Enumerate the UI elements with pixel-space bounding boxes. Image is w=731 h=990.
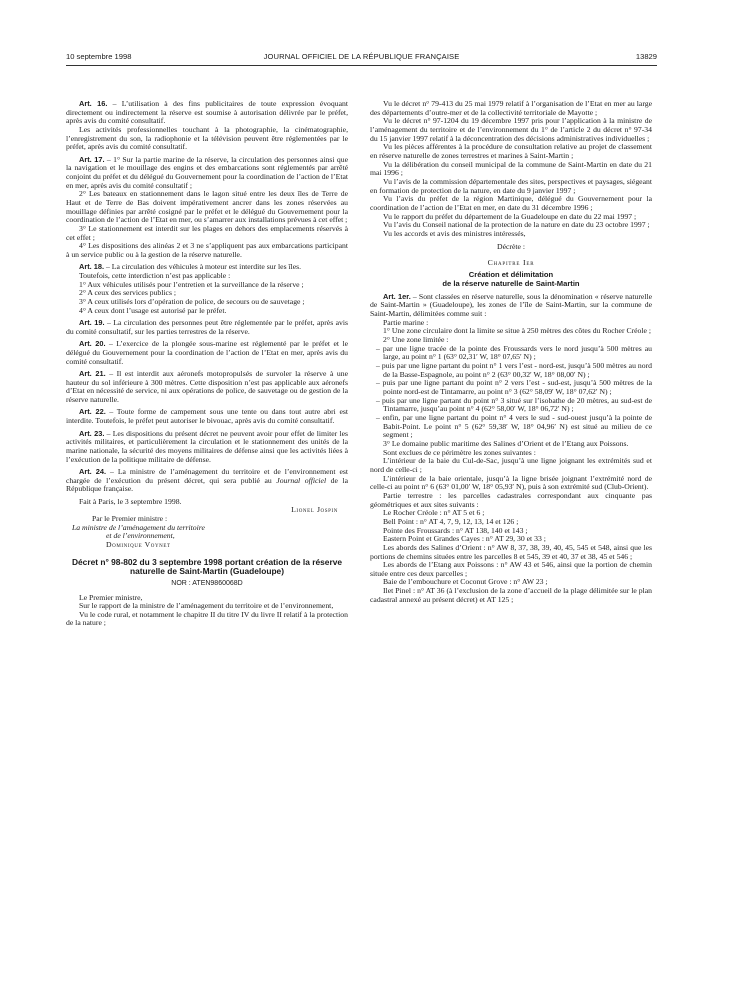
- decret-title: Décret n° 98-802 du 3 septembre 1998 portant création de la réserve naturelle de Saint-Martin (Guadeloupe): [71, 556, 343, 577]
- list-item: 1° Une zone circulaire dont la limite se situe à 250 mètres des côtes du Rocher Créole ;: [383, 326, 651, 336]
- signature-prime-minister: Lionel Jospin: [291, 505, 338, 515]
- par-le-premier-ministre: Par le Premier ministre :: [92, 514, 168, 524]
- article-23-label: Art. 23.: [79, 428, 105, 438]
- list-item: 2° Une zone limitée :: [383, 335, 449, 345]
- vu-item: Vu le décret n° 79-413 du 25 mai 1979 relatif à l’organisation de l’Etat en mer au large des départements d’outre-mer et de la collectivité territoriale de Mayotte ;: [370, 99, 652, 117]
- article-24-label: Art. 24.: [79, 466, 107, 476]
- article-19: [66, 319, 348, 336]
- article-1: [370, 293, 652, 319]
- article-text: – La circulation des véhicules à moteur est interdite sur les îles.: [104, 262, 302, 272]
- section-title: [370, 270, 652, 288]
- article-text: – Il est interdit aux aéronefs motopropulsés de survoler la réserve à une hauteur du sol inférieure à 300 mètres. Cette disposition n’est pas applicable aux aéronefs d’Etat en nécessité de service, ni aux opérations de police, de sauvetage ou de gestion de la réserve naturelle.: [66, 369, 348, 404]
- ministre-title-line1: La ministre de l’aménagement du territoire: [72, 522, 205, 532]
- article-text: – La circulation des personnes peut être réglementée par le préfet, après avis du comité consultatif, sur les parties terrestres de la réserve.: [66, 318, 348, 336]
- article-20: [66, 340, 348, 366]
- article-text: – Sont classées en réserve naturelle, sous la dénomination « réserve naturelle de Saint-Martin » (Guadeloupe), les zones de l’île de Saint-Martin, sur la commune de Saint-Martin, délimitées comme suit :: [370, 291, 652, 319]
- article-19-label: Art. 19.: [79, 318, 105, 328]
- list-item: L’intérieur de la baie orientale, jusqu’à la ligne brisée joignant l’extrémité nord de celle-ci au point n° 6 (63° 01,00′ W, 18° 05,93′ N), puis à son extrémité sud (Club-Orient).: [370, 473, 652, 492]
- dash-item: – puis par une ligne partant du point n° 1 vers l’est - nord-est, jusqu’à 500 mètres au nord de la Basse-Espagnole, au point n° 2 (63° 00,32′ W, 18° 08,00′ N) ;: [376, 361, 652, 379]
- article-17-p3: 3° Le stationnement est interdit sur les plages en dehors des emplacements réservés à cet effet ;: [66, 223, 348, 242]
- article-21: [66, 370, 348, 405]
- article-17-label: Art. 17.: [79, 154, 105, 164]
- parcel-item: Le Rocher Créole : n° AT 5 et 6 ;: [383, 508, 485, 518]
- article-text: – 1° Sur la partie marine de la réserve, la circulation des personnes ainsi que la navigation et le mouillage des engins et des embarcations sont réglementés par arrêté conjoint du préfet et du délégué du Gouvernement pour la coordination de l’action de l’Etat en mer, après avis du comité consultatif ;: [66, 154, 348, 190]
- parcel-item: Pointe des Froussards : n° AT 138, 140 et 143 ;: [383, 525, 528, 535]
- page-header: [66, 52, 657, 64]
- article-text: – Les dispositions du présent décret ne peuvent avoir pour effet de limiter les activités militaires, et particulièrement la circulation et le stationnement des unités de la marine nationale, la sécurité des moyens militaires de défense ainsi que les activités liées à l’exécution de la politique militaire de défense.: [66, 428, 348, 464]
- premier-ministre: Le Premier ministre,: [79, 592, 143, 602]
- article-text: – L’utilisation à des fins publicitaires de toute expression évoquant directement ou indirectement la réserve est soumise à autorisation délivrée par le préfet, après avis du comité consultatif.: [66, 99, 348, 126]
- signature-ministre: Dominique Voynet: [106, 540, 171, 550]
- vu-item: Vu le rapport du préfet du département de la Guadeloupe en date du 22 mai 1997 ;: [383, 211, 637, 221]
- vu-code-rural: Vu le code rural, et notamment le chapitre II du titre IV du livre II relatif à la protection de la nature ;: [66, 609, 348, 628]
- section-title-line2: de la réserve naturelle de Saint-Martin: [442, 278, 580, 288]
- header-rule: [66, 65, 657, 66]
- article-18-p3: 1° Aux véhicules utilisés pour l’entretien et la surveillance de la réserve ;: [79, 279, 304, 289]
- sur-le-rapport: Sur le rapport de la ministre de l’aménagement du territoire et de l’environnement,: [79, 601, 334, 611]
- dash-item: – par une ligne tracée de la pointe des Froussards vers le nord jusqu’à 500 mètres au large, au point n° 1 (63° 02,31′ W, 18° 07,65′ N) ;: [376, 343, 652, 362]
- right-column: [370, 100, 652, 604]
- article-18-p2: Toutefois, cette interdiction n’est pas applicable :: [79, 271, 231, 281]
- article-text: de la République française.: [66, 475, 348, 494]
- article-18-p5: 3° A ceux utilisés lors d’opération de police, de secours ou de sauvetage ;: [79, 297, 305, 307]
- parcel-item: Les abords des Salines d’Orient : n° AW 8, 37, 38, 39, 40, 45, 545 et 548, ainsi que les portions de chemins situées entre les parcelles 8 et 545, 39 et 40, 37 et 38, 45 et 546 ;: [370, 542, 652, 561]
- vu-item: Vu l’avis du préfet de la région Martinique, délégué du Gouvernement pour la coordination de l’action de l’Etat en mer, en date du 31 décembre 1996 ;: [370, 194, 652, 212]
- article-16-p2: Les activités professionnelles touchant à la photographie, la cinématographie, l’enregistrement du son, la radiophonie et la télévision peuvent être réglementées par le préfet, après avis du comité consultatif.: [66, 124, 348, 152]
- article-text: – La ministre de l’aménagement du territoire et de l’environnement est chargée de l’exécution du présent décret, qui sera publié au: [66, 466, 349, 485]
- article-16-p1: [66, 100, 348, 126]
- journal-officiel-title: Journal officiel: [276, 475, 327, 485]
- vu-item: Vu l’avis de la commission départementale des sites, perspectives et paysages, siégeant en formation de protection de la nature, en date du 9 janvier 1997 ;: [370, 176, 652, 195]
- vu-item: Vu la délibération du conseil municipal de la commune de Saint-Martin en date du 21 mai 1996 ;: [370, 159, 652, 178]
- vu-item: Vu les pièces afférentes à la procédure de consultation relative au projet de classement en réserve naturelle de zones terrestres et marines à Saint-Martin ;: [370, 142, 652, 160]
- parcel-item: Ilet Pinel : n° AT 36 (à l’exclusion de la zone d’accueil de la plage délimitée sur le plan cadastral annexé au présent décret) et AT 125 ;: [370, 586, 652, 604]
- article-text: – Toute forme de campement sous une tente ou dans tout autre abri est interdite. Toutefois, le préfet peut autoriser le bivouac, après avis du comité consultatif.: [66, 407, 348, 426]
- left-column: [66, 100, 348, 628]
- parcel-item: Bell Point : n° AT 4, 7, 9, 12, 13, 14 et 126 ;: [383, 516, 519, 526]
- chapter-heading: Chapitre Ier: [487, 258, 535, 268]
- article-18-p6: 4° A ceux dont l’usage est autorisé par le préfet.: [79, 305, 227, 315]
- list-item: L’intérieur de la baie du Cul-de-Sac, jusqu’à une ligne joignant les extrémités sud et nord de celle-ci ;: [370, 456, 652, 474]
- exclusions-heading: Sont exclues de ce périmètre les zones suivantes :: [383, 447, 536, 457]
- partie-marine: Partie marine :: [383, 317, 429, 327]
- vu-item: Vu les accords et avis des ministres intéressés,: [383, 228, 526, 238]
- article-22-label: Art. 22.: [79, 407, 106, 417]
- parcel-item: Les abords de l’Etang aux Poissons : n° AW 43 et 546, ainsi que la portion de chemin située entre ces deux parcelles ;: [370, 560, 652, 578]
- list-item: 3° Le domaine public maritime des Salines d’Orient et de l’Etang aux Poissons.: [383, 438, 629, 448]
- article-text: – L’exercice de la plongée sous-marine est réglementé par le préfet et le délégué du Gouvernement pour la coordination de l’action de l’Etat en mer, après avis du comité consultatif.: [66, 339, 348, 366]
- header-journal-title: JOURNAL OFFICIEL DE LA RÉPUBLIQUE FRANÇAISE: [263, 52, 460, 61]
- dash-item: – puis par une ligne partant du point n° 3 situé sur l’isobathe de 20 mètres, au sud-est de Tintamarre, jusqu’au point n° 4 (62° 58,00′ W, 18° 06,72′ N) ;: [376, 395, 652, 414]
- article-23: [66, 430, 348, 465]
- dash-item: – puis par une ligne partant du point n° 2 vers l’est - sud-est, jusqu’à 500 mètres de la pointe nord-est de Tintamarre, au point n° 3 (62° 58,09′ W, 18° 07,62′ N) ;: [376, 378, 652, 397]
- article-1-label: Art. 1er.: [383, 291, 411, 301]
- section-title-line1: Création et délimitation: [468, 269, 554, 279]
- nor-reference: NOR : ATEN9860068D: [171, 579, 243, 587]
- parcel-item: Baie de l’embouchure et Coconut Grove : n° AW 23 ;: [383, 577, 548, 587]
- article-18-label: Art. 18.: [79, 262, 105, 272]
- article-20-label: Art. 20.: [79, 339, 106, 349]
- article-21-label: Art. 21.: [79, 369, 106, 379]
- vu-item: Vu l’avis du Conseil national de la protection de la nature en date du 23 octobre 1997 ;: [383, 220, 650, 230]
- parcel-item: Eastern Point et Grandes Cayes : n° AT 29, 30 et 33 ;: [383, 534, 546, 544]
- fait-a-paris: Fait à Paris, le 3 septembre 1998.: [79, 496, 182, 506]
- vu-item: Vu le décret n° 97-1204 du 19 décembre 1997 pris pour l’application à la ministre de l’aménagement du territoire et de l’environnement du 1° de l’article 2 du décret n° 97-34 du 15 janvier 1997 relatif à la déconcentration des décisions administratives individuelles ;: [370, 116, 652, 143]
- article-17-p2: 2° Les bateaux en stationnement dans le lagon situé entre les deux îles de Terre de Haut et de Terre de Bas doivent impérativement ancrer dans les zones réservées au mouillage définies par arrêté cosigné par le préfet et le délégué du Gouvernement pour la coordination de l’action de l’Etat en mer, ou s’amarrer aux installations prévues à cet effet ;: [66, 189, 348, 225]
- article-16-label: Art. 16.: [79, 99, 108, 108]
- article-18-p4: 2° A ceux des services publics ;: [79, 288, 177, 298]
- article-17-p4: 4° Les dispositions des alinéas 2 et 3 ne s’appliquent pas aux embarcations participant à un service public ou à la gestion de la réserve naturelle.: [66, 241, 348, 259]
- decrete: Décrète :: [497, 241, 525, 251]
- article-22: [66, 408, 348, 425]
- partie-terrestre: Partie terrestre : les parcelles cadastrales correspondant aux cinquante pas géométriques et aux sites suivants :: [370, 490, 652, 509]
- header-page-number: 13829: [635, 52, 657, 61]
- article-24: [66, 468, 348, 494]
- ministre-title-line2: et de l’environnement,: [106, 531, 175, 541]
- header-date: 10 septembre 1998: [66, 52, 132, 61]
- article-17-p1: [66, 156, 348, 191]
- dash-item: – enfin, par une ligne partant du point n° 4 vers le sud - sud-ouest jusqu’à la pointe de Babit-Point. Le point n° 5 (62° 59,38′ W, 18° 04,96′ N) est situé au milieu de ce segment ;: [376, 413, 652, 440]
